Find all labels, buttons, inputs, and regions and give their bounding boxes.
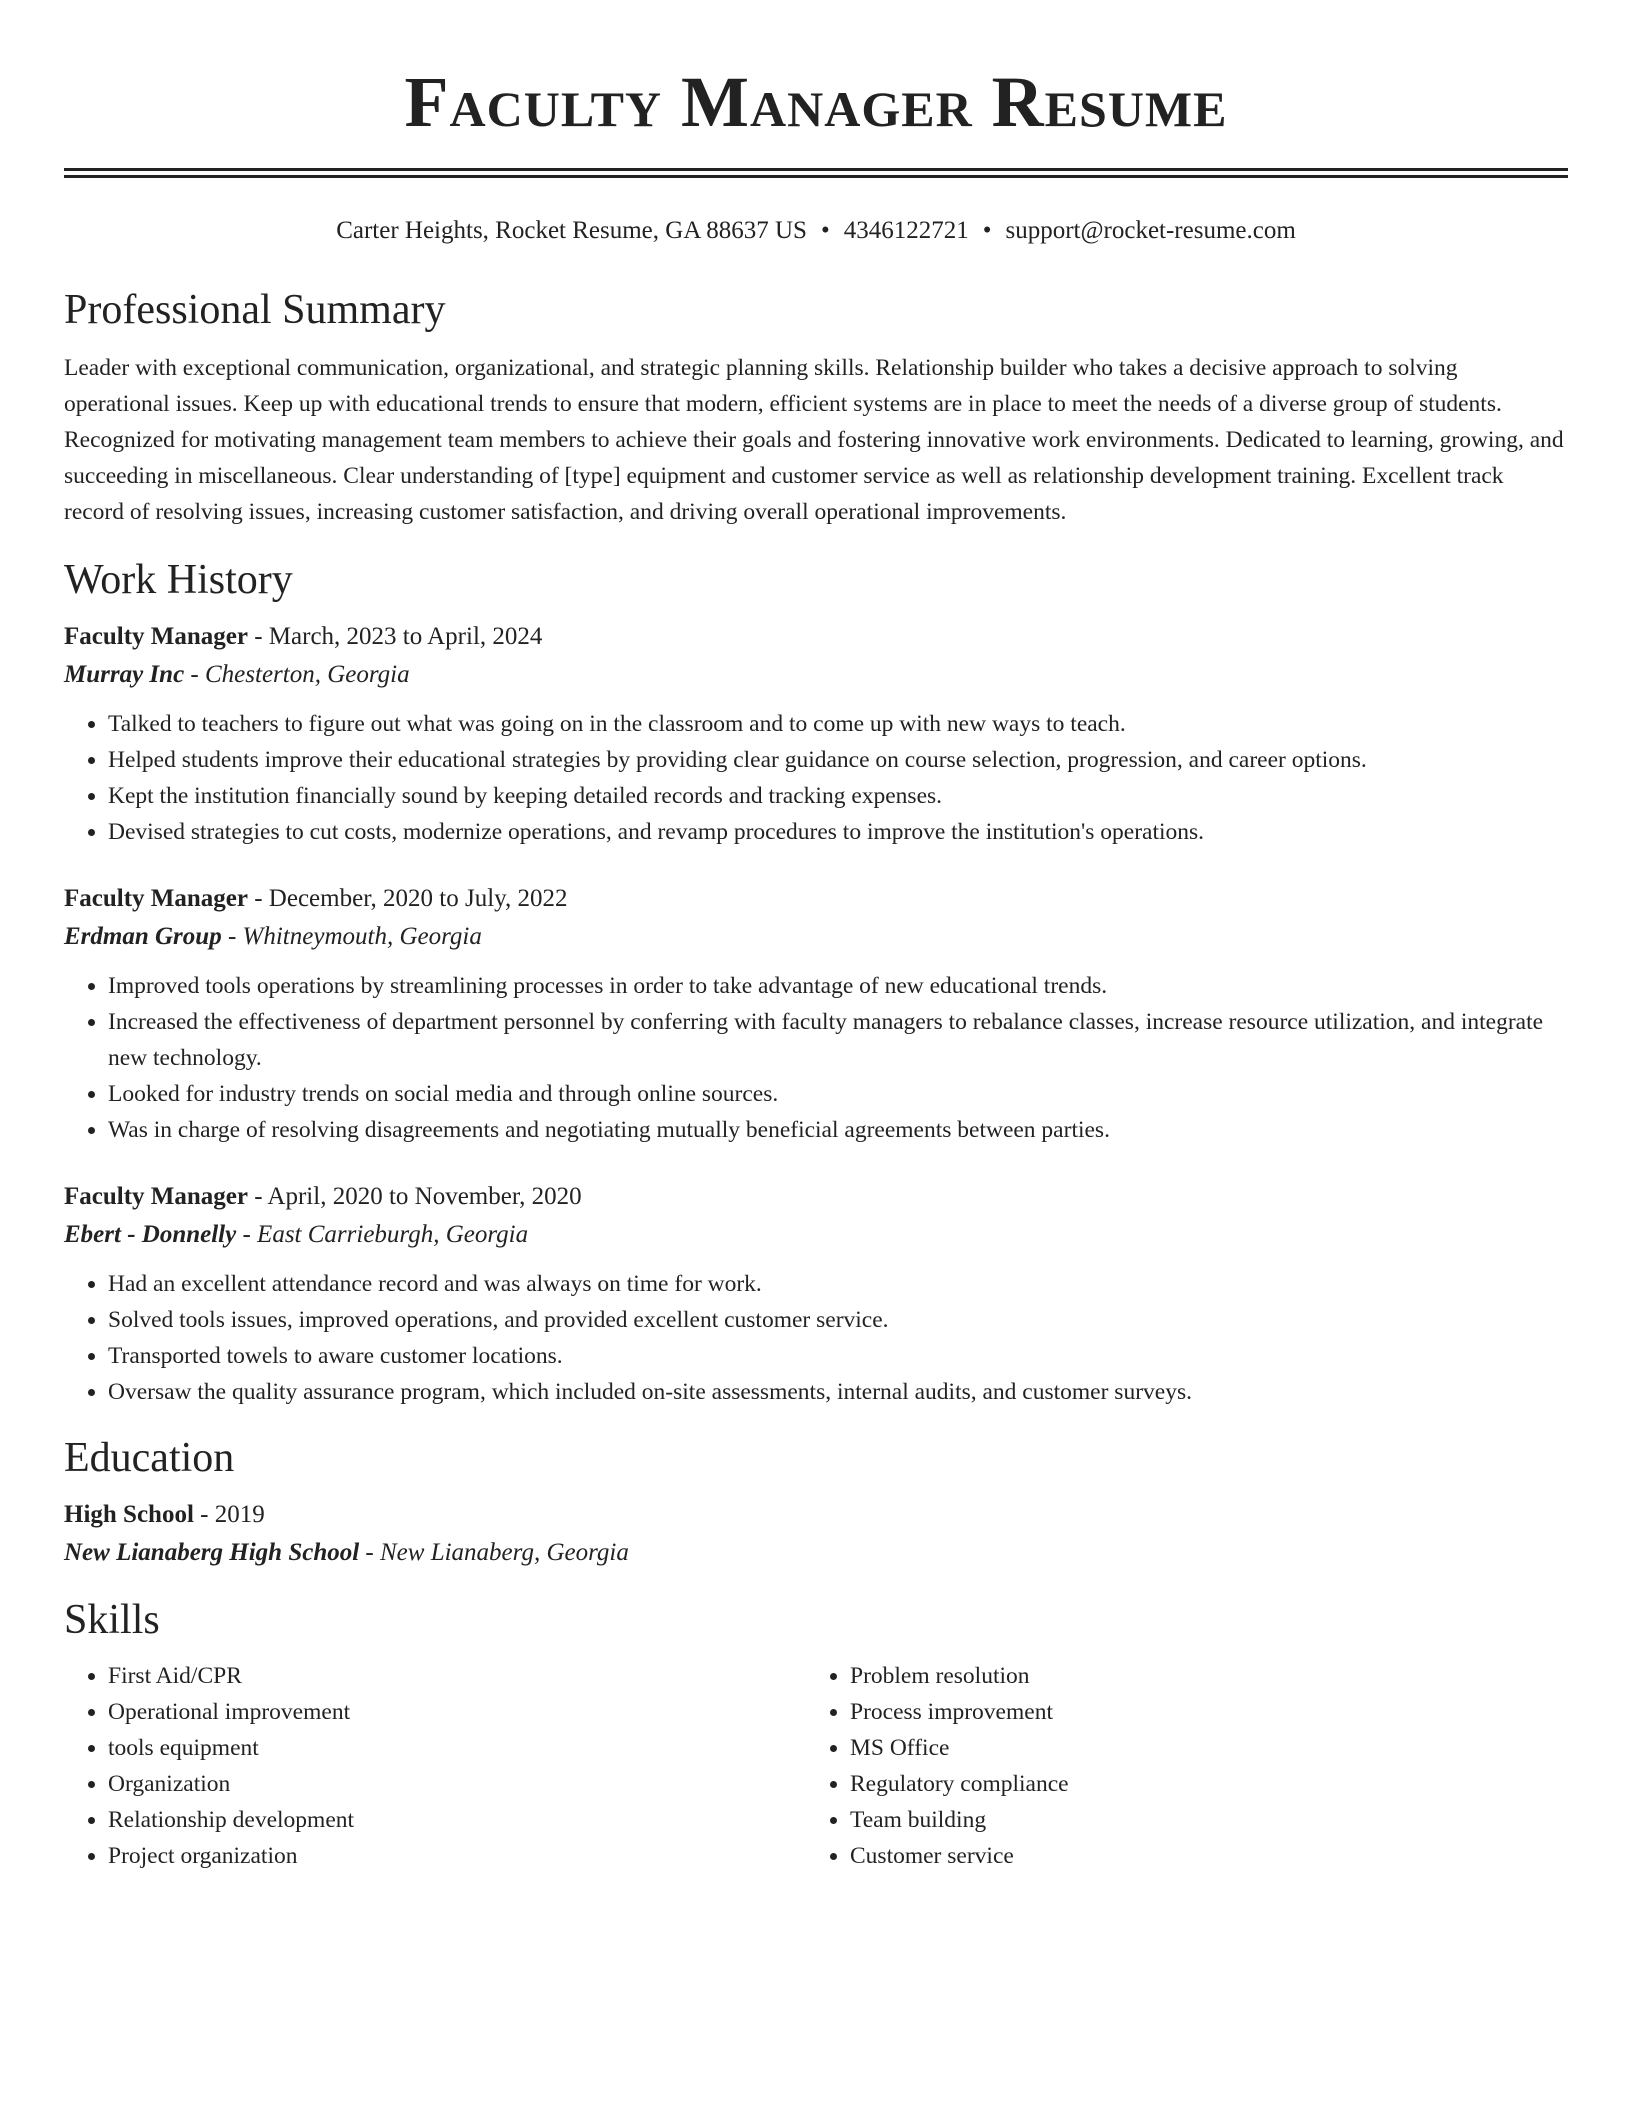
skills-column-left xyxy=(64,1658,806,1874)
work-history-section xyxy=(64,554,1568,1410)
job-bullets xyxy=(64,968,1568,1148)
education-location: - New Lianaberg, Georgia xyxy=(359,1539,629,1566)
list-item: • Solved tools issues, improved operations, and provided excellent customer service. xyxy=(108,1302,1568,1338)
education-section xyxy=(64,1432,1568,1572)
job-company: Murray Inc xyxy=(64,661,185,688)
list-item: • Devised strategies to cut costs, modernize operations, and revamp procedures to improve the institution's operations. xyxy=(108,814,1568,850)
job-employer xyxy=(64,918,1568,956)
skill-item: • Process improvement xyxy=(850,1694,1548,1730)
list-item: • Looked for industry trends on social media and through online sources. xyxy=(108,1076,1568,1112)
section-heading-summary: Professional Summary xyxy=(64,287,446,333)
skill-item: • Customer service xyxy=(850,1838,1548,1874)
skill-item: • Relationship development xyxy=(108,1802,806,1838)
job-title: Faculty Manager xyxy=(64,885,248,912)
summary-text: Leader with exceptional communication, organizational, and strategic planning skills. Relationship builder who takes a decisive approach to solving operational issues. Keep up with educational trends to ensure that modern, efficient systems are in place to meet the needs of a diverse group of students. Recognized for motivating management team members to achieve their goals and fostering innovative work environments. Dedicated to learning, growing, and succeeding in miscellaneous. Clear understanding of [type] equipment and customer service as well as relationship development training. Excellent track record of resolving issues, increasing customer satisfaction, and driving overall operational improvements. xyxy=(64,355,1564,525)
skill-item: • Team building xyxy=(850,1802,1548,1838)
section-heading-education: Education xyxy=(64,1435,235,1481)
list-item: • Was in charge of resolving disagreements and negotiating mutually beneficial agreements between parties. xyxy=(108,1112,1568,1148)
skill-item: • MS Office xyxy=(850,1730,1548,1766)
education-header xyxy=(64,1496,1568,1534)
list-item: • Oversaw the quality assurance program, which included on-site assessments, internal audits, and customer surveys. xyxy=(108,1374,1568,1410)
list-item: • Kept the institution financially sound by keeping detailed records and tracking expenses. xyxy=(108,778,1568,814)
skill-item: • Organization xyxy=(108,1766,806,1802)
job-company: Ebert - Donnelly xyxy=(64,1221,237,1248)
job-entry xyxy=(64,1178,1568,1410)
skills-column-right xyxy=(806,1658,1548,1874)
job-dates: - December, 2020 to July, 2022 xyxy=(247,885,568,912)
list-item: • Increased the effectiveness of department personnel by conferring with faculty managers to rebalance classes, increase resource utilization, and integrate new technology. xyxy=(108,1004,1568,1076)
job-employer xyxy=(64,656,1568,694)
job-header xyxy=(64,880,1568,918)
education-entry xyxy=(64,1496,1568,1572)
job-location: - Whitneymouth, Georgia xyxy=(221,923,482,950)
job-bullets xyxy=(64,706,1568,850)
job-header xyxy=(64,618,1568,656)
skill-item: • Problem resolution xyxy=(850,1658,1548,1694)
contact-separator: • xyxy=(820,217,830,244)
skill-item: • Project organization xyxy=(108,1838,806,1874)
contact-phone: 4346122721 xyxy=(843,217,969,244)
list-item: • Had an excellent attendance record and was always on time for work. xyxy=(108,1266,1568,1302)
job-entry xyxy=(64,880,1568,1148)
job-dates: - April, 2020 to November, 2020 xyxy=(247,1183,582,1210)
job-location: - Chesterton, Georgia xyxy=(184,661,410,688)
list-item: • Transported towels to aware customer locations. xyxy=(108,1338,1568,1374)
skill-item: • tools equipment xyxy=(108,1730,806,1766)
job-bullets xyxy=(64,1266,1568,1410)
education-degree: High School xyxy=(64,1501,194,1528)
list-item: • Talked to teachers to figure out what was going on in the classroom and to come up with new ways to teach. xyxy=(108,706,1568,742)
contact-email: support@rocket-resume.com xyxy=(1005,217,1296,244)
skills-columns xyxy=(64,1658,1568,1874)
resume-title: Faculty Manager Resume xyxy=(404,62,1228,142)
section-heading-skills: Skills xyxy=(64,1597,160,1643)
education-school: New Lianaberg High School xyxy=(64,1539,360,1566)
list-item: • Helped students improve their educational strategies by providing clear guidance on course selection, progression, and career options. xyxy=(108,742,1568,778)
title-divider xyxy=(64,168,1568,178)
skill-item: • Regulatory compliance xyxy=(850,1766,1548,1802)
contact-line xyxy=(64,214,1568,248)
skills-section xyxy=(64,1594,1568,1874)
job-title: Faculty Manager xyxy=(64,1183,248,1210)
job-title: Faculty Manager xyxy=(64,623,248,650)
list-item: • Improved tools operations by streamlining processes in order to take advantage of new educational trends. xyxy=(108,968,1568,1004)
education-year: - 2019 xyxy=(193,1501,265,1528)
skill-item: • Operational improvement xyxy=(108,1694,806,1730)
job-company: Erdman Group xyxy=(64,923,222,950)
contact-address: Carter Heights, Rocket Resume, GA 88637 US xyxy=(336,217,807,244)
section-heading-work: Work History xyxy=(64,557,293,603)
skill-item: • First Aid/CPR xyxy=(108,1658,806,1694)
contact-separator: • xyxy=(982,217,992,244)
job-dates: - March, 2023 to April, 2024 xyxy=(247,623,543,650)
professional-summary-section xyxy=(64,284,1568,530)
job-employer xyxy=(64,1216,1568,1254)
job-entry xyxy=(64,618,1568,850)
job-location: - East Carrieburgh, Georgia xyxy=(236,1221,529,1248)
education-school-line xyxy=(64,1534,1568,1572)
job-header xyxy=(64,1178,1568,1216)
